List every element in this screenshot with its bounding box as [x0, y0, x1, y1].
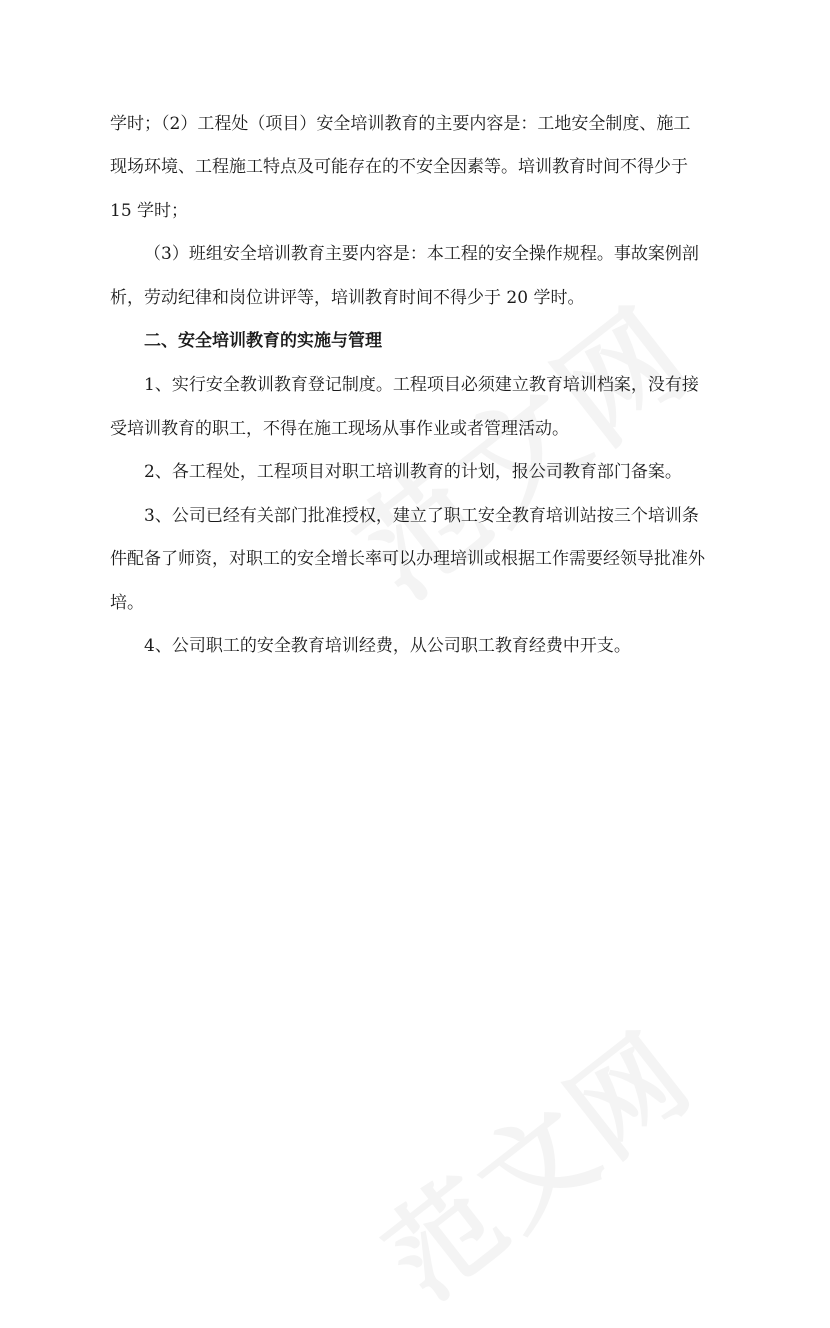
paragraph-line: 受培训教育的职工，不得在施工现场从事作业或者管理活动。: [110, 419, 569, 439]
paragraph-line: 学时；（2）工程处（项目）安全培训教育的主要内容是：工地安全制度、施工: [110, 114, 691, 134]
watermark: [317, 262, 721, 630]
paragraph-line: 4、公司职工的安全教育培训经费，从公司职工教育经费中开支。: [144, 636, 631, 656]
paragraph-line: 3、公司已经有关部门批准授权，建立了职工安全教育培训站按三个培训条: [144, 506, 699, 526]
paragraph-line: 析，劳动纪律和岗位讲评等，培训教育时间不得少于 20 学时。: [110, 288, 585, 308]
paragraph-line: 件配备了师资，对职工的安全增长率可以办理培训或根据工作需要经领导批准外: [110, 549, 705, 569]
paragraph-line: 现场环境、工程施工特点及可能存在的不安全因素等。培训教育时间不得少于: [110, 157, 688, 177]
paragraph-line: 15 学时；: [110, 201, 189, 221]
paragraph-line: 培。: [110, 593, 144, 613]
watermark: [348, 990, 720, 1328]
section-heading: 二、安全培训教育的实施与管理: [144, 331, 382, 351]
paragraph-line: （3）班组安全培训教育主要内容是：本工程的安全操作规程。事故案例剖: [144, 244, 699, 264]
paragraph-line: 1、实行安全教训教育登记制度。工程项目必须建立教育培训档案，没有接: [144, 375, 699, 395]
paragraph-line: 2、各工程处，工程项目对职工培训教育的计划，报公司教育部门备案。: [144, 462, 682, 482]
